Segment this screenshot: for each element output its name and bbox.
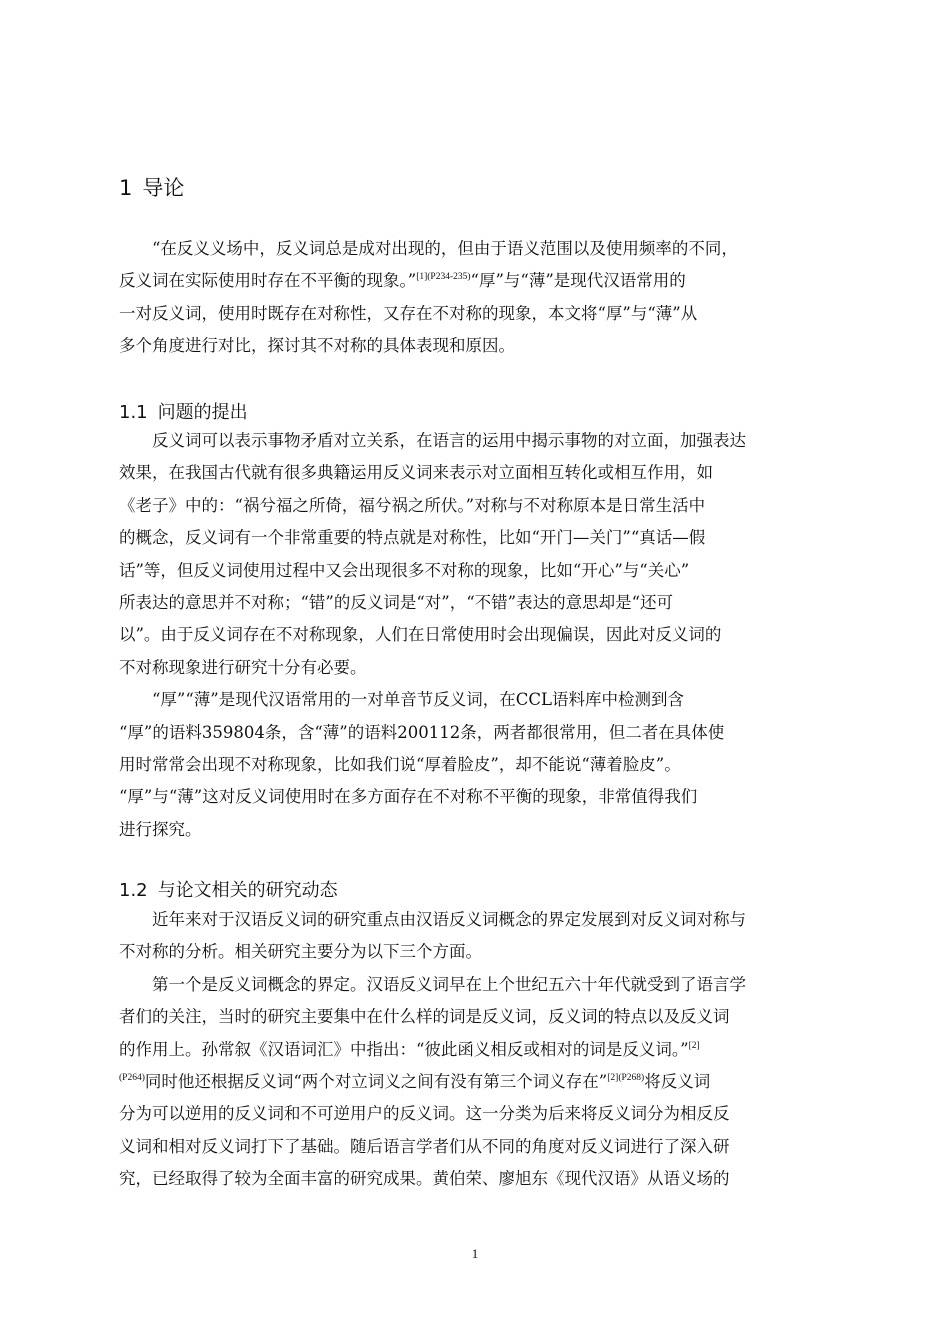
chapter-heading: [119, 172, 184, 202]
text-line: 效果，在我国古代就有很多典籍运用反义词来表示对立面相互转化或相互作用，如: [119, 463, 713, 483]
intro-paragraph: [119, 233, 841, 363]
section-1-1-body: [119, 425, 841, 846]
section-heading-1-1: [119, 398, 248, 424]
text-line: 《老子》中的：“祸兮福之所倚，福兮祸之所伏。”对称与不对称原本是日常生活中: [119, 495, 706, 515]
text-line: 以”。由于反义词存在不对称现象，人们在日常使用时会出现偏误，因此对反义词的: [119, 625, 722, 645]
citation-superscript: [2]: [688, 1040, 700, 1051]
section-title: 问题的提出: [157, 402, 248, 423]
text-line: “厚”“薄”是现代汉语常用的一对单音节反义词，在CCL语料库中检测到含: [152, 690, 684, 710]
citation-superscript: (P264): [119, 1072, 145, 1083]
text-span: 将反义词: [644, 1071, 711, 1091]
text-line: 用时常常会出现不对称现象，比如我们说“厚着脸皮”，却不能说“薄着脸皮”。: [119, 754, 681, 774]
text-line: 反义词可以表示事物矛盾对立关系，在语言的运用中揭示事物的对立面，加强表达: [152, 431, 746, 450]
text-line: 多个角度进行对比，探讨其不对称的具体表现和原因。: [119, 336, 515, 356]
text-span: 的作用上。孙常叙《汉语词汇》中指出：“彼此函义相反或相对的词是反义词。”: [119, 1039, 689, 1059]
citation-superscript: [2](P268): [607, 1072, 645, 1083]
text-line: 不对称现象进行研究十分有必要。: [119, 657, 367, 677]
text-span: “厚”与“薄”是现代汉语常用的: [470, 271, 686, 291]
text-span: 同时他还根据反义词“两个对立词义之间有没有第三个词义存在”: [144, 1071, 608, 1091]
text-line: 究，已经取得了较为全面丰富的研究成果。黄伯荣、廖旭东《现代汉语》从语义场的: [119, 1169, 730, 1189]
text-line: 义词和相对反义词打下了基础。随后语言学者们从不同的角度对反义词进行了深入研: [119, 1136, 730, 1156]
text-line: “厚”与“薄”这对反义词使用时在多方面存在不对称不平衡的现象，非常值得我们: [119, 787, 698, 807]
section-title: 与论文相关的研究动态: [157, 880, 338, 901]
section-number: 1.2: [119, 880, 148, 901]
text-span: 反义词在实际使用时存在不平衡的现象。”: [119, 271, 417, 291]
section-heading-1-2: [119, 876, 338, 902]
text-line: 一对反义词，使用时既存在对称性，又存在不对称的现象，本文将“厚”与“薄”从: [119, 303, 698, 323]
text-line: [119, 1034, 841, 1066]
text-line: 近年来对于汉语反义词的研究重点由汉语反义词概念的界定发展到对反义词对称与: [152, 910, 746, 929]
text-line: 第一个是反义词概念的界定。汉语反义词早在上个世纪五六十年代就受到了语言学: [152, 974, 746, 994]
citation-superscript: [1](P234-235): [416, 272, 471, 283]
page-number: 1: [471, 1246, 479, 1261]
text-line: 的概念，反义词有一个非常重要的特点就是对称性，比如“开门—关门”“真话—假: [119, 528, 706, 548]
text-line: [119, 265, 841, 297]
text-line: 所表达的意思并不对称；“错”的反义词是“对”，“不错”表达的意思却是“还可: [119, 592, 674, 612]
text-line: 不对称的分析。相关研究主要分为以下三个方面。: [119, 942, 482, 962]
text-line: “厚”的语料359804条，含“薄”的语料200112条，两者都很常用，但二者在具体使: [119, 722, 725, 742]
chapter-title: 导论: [142, 176, 185, 200]
text-line: 进行探究。: [119, 819, 202, 839]
text-line: “在反义义场中，反义词总是成对出现的，但由于语义范围以及使用频率的不同，: [152, 239, 738, 258]
text-line: 话”等，但反义词使用过程中又会出现很多不对称的现象，比如“开心”与“关心”: [119, 560, 690, 580]
section-number: 1.1: [119, 402, 148, 423]
text-line: [119, 1066, 841, 1098]
text-line: 者们的关注，当时的研究主要集中在什么样的词是反义词，反义词的特点以及反义词: [119, 1007, 730, 1027]
chapter-number: 1: [119, 176, 133, 200]
section-1-2-body: [119, 904, 841, 1196]
text-line: 分为可以逆用的反义词和不可逆用户的反义词。这一分类为后来将反义词分为相反反: [119, 1104, 730, 1124]
